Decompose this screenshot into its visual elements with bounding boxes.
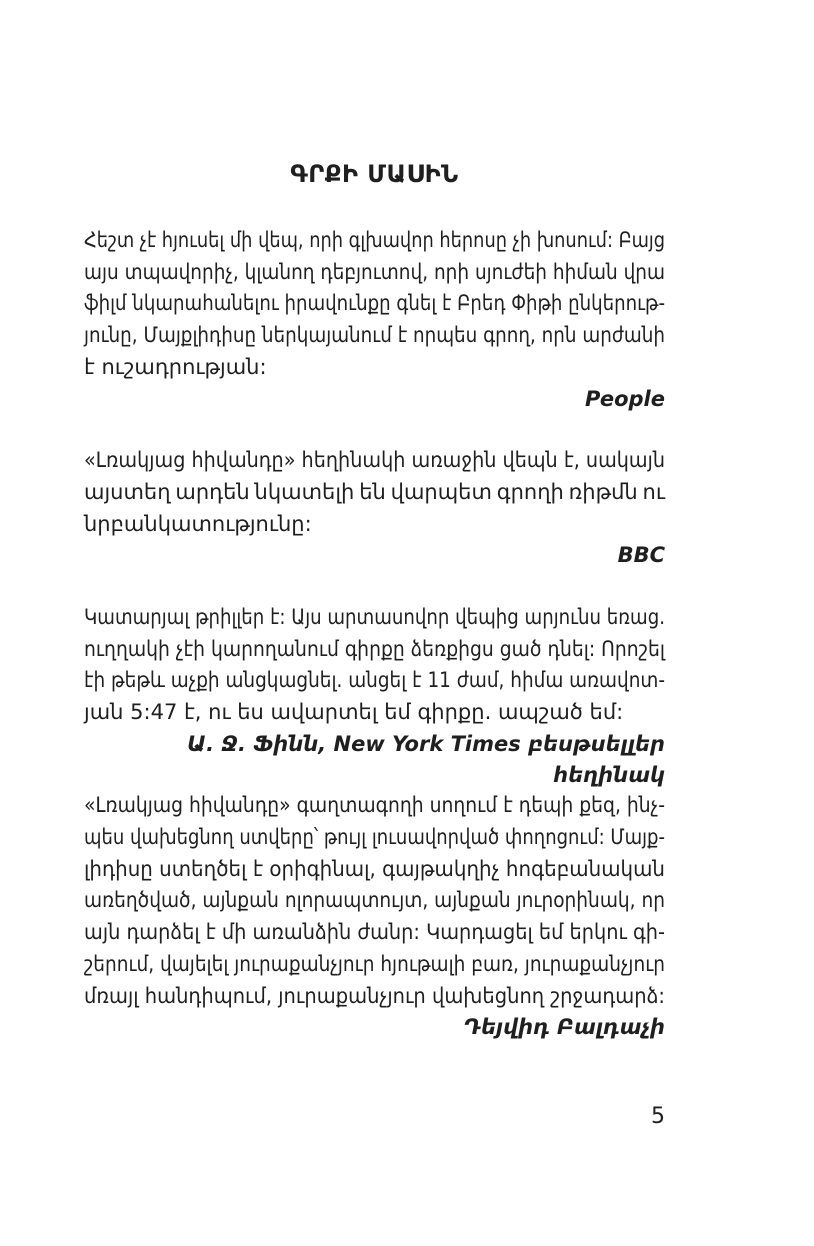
quote-line: լիդիսը ստեղծել է օրիգինալ, գայթակղիչ հոգեբանական bbox=[84, 856, 665, 881]
quote-line: «Լռակյաց հիվանդը» հեղինակի առաջին վեպն է, սակայն bbox=[84, 448, 665, 473]
quote-line: յունը, Մայքլիդիսը ներկայանում է որպես գրող, որն արժանի bbox=[84, 323, 665, 348]
quote-line: յան 5:47 է, ու ես ավարտել եմ գիրքը. ապշած եմ: bbox=[84, 700, 624, 725]
quote-attribution: BBC bbox=[617, 543, 665, 568]
quote-attribution: People bbox=[585, 386, 665, 411]
quote-line: շերում, վայելել յուրաքանչյուր հյութալի բառ, յուրաքանչյուր bbox=[84, 951, 665, 976]
quote-line: այստեղ արդեն նկատելի են վարպետ գրողի ռիթմն ու bbox=[84, 479, 665, 504]
page-title: ԳՐՔԻ ՄԱՍԻՆ bbox=[290, 160, 459, 189]
quote-block bbox=[84, 790, 665, 1044]
page-number: 5 bbox=[651, 1104, 665, 1129]
quote-line: Հեշտ չէ հյուսել մի վեպ, որի գլխավոր հերոսը չի խոսում: Բայց bbox=[84, 228, 665, 253]
quote-line: է ուշադրության: bbox=[84, 354, 267, 379]
book-page bbox=[84, 0, 665, 1044]
quote-block bbox=[84, 602, 665, 788]
quote-attribution: Ա. Ջ. Ֆինն, New York Times բեսթսելլեր հեղինակ bbox=[187, 731, 665, 788]
quote-line: այն դարձել է մի առանձին ժանր: Կարդացել եմ երկու գի- bbox=[84, 920, 665, 945]
quote-line: պես վախեցնող ստվերը՝ թույլ լուսավորված փողոցում: Մայք- bbox=[84, 825, 665, 850]
quote-line: այս տպավորիչ, կլանող դեբյուտով, որի սյուժեի հիման վրա bbox=[84, 259, 665, 284]
quote-line: Կատարյալ թրիլլեր է: Այս արտասովոր վեպից արյունս եռաց. bbox=[84, 604, 665, 629]
quote-line: նրբանկատությունը: bbox=[84, 511, 312, 536]
quote-line: մռայլ հանդիպում, յուրաքանչյուր վախեցնող շրջադարձ: bbox=[84, 983, 665, 1008]
quote-line: ֆիլմ նկարահանելու իրավունքը գնել է Բրեդ Փիթի ընկերութ- bbox=[84, 291, 665, 316]
quote-attribution: Դեյվիդ Բալդաչի bbox=[463, 1015, 665, 1040]
quote-line: էի թեթև աչքի անցկացնել. անցել է 11 ժամ, հիմա առավոտ- bbox=[84, 668, 665, 693]
quote-block bbox=[84, 445, 665, 572]
quote-block bbox=[84, 225, 665, 415]
quote-line: «Լռակյաց հիվանդը» գաղտագողի սողում է դեպի քեզ, ինչ- bbox=[84, 793, 665, 818]
quote-line: առեղծված, այնքան ոլորապտույտ, այնքան յուրօրինակ, որ bbox=[84, 888, 665, 913]
quote-line: ուղղակի չէի կարողանում գիրքը ձեռքիցս ցած դնել: Որոշել bbox=[84, 636, 665, 661]
quotes bbox=[84, 225, 665, 1044]
